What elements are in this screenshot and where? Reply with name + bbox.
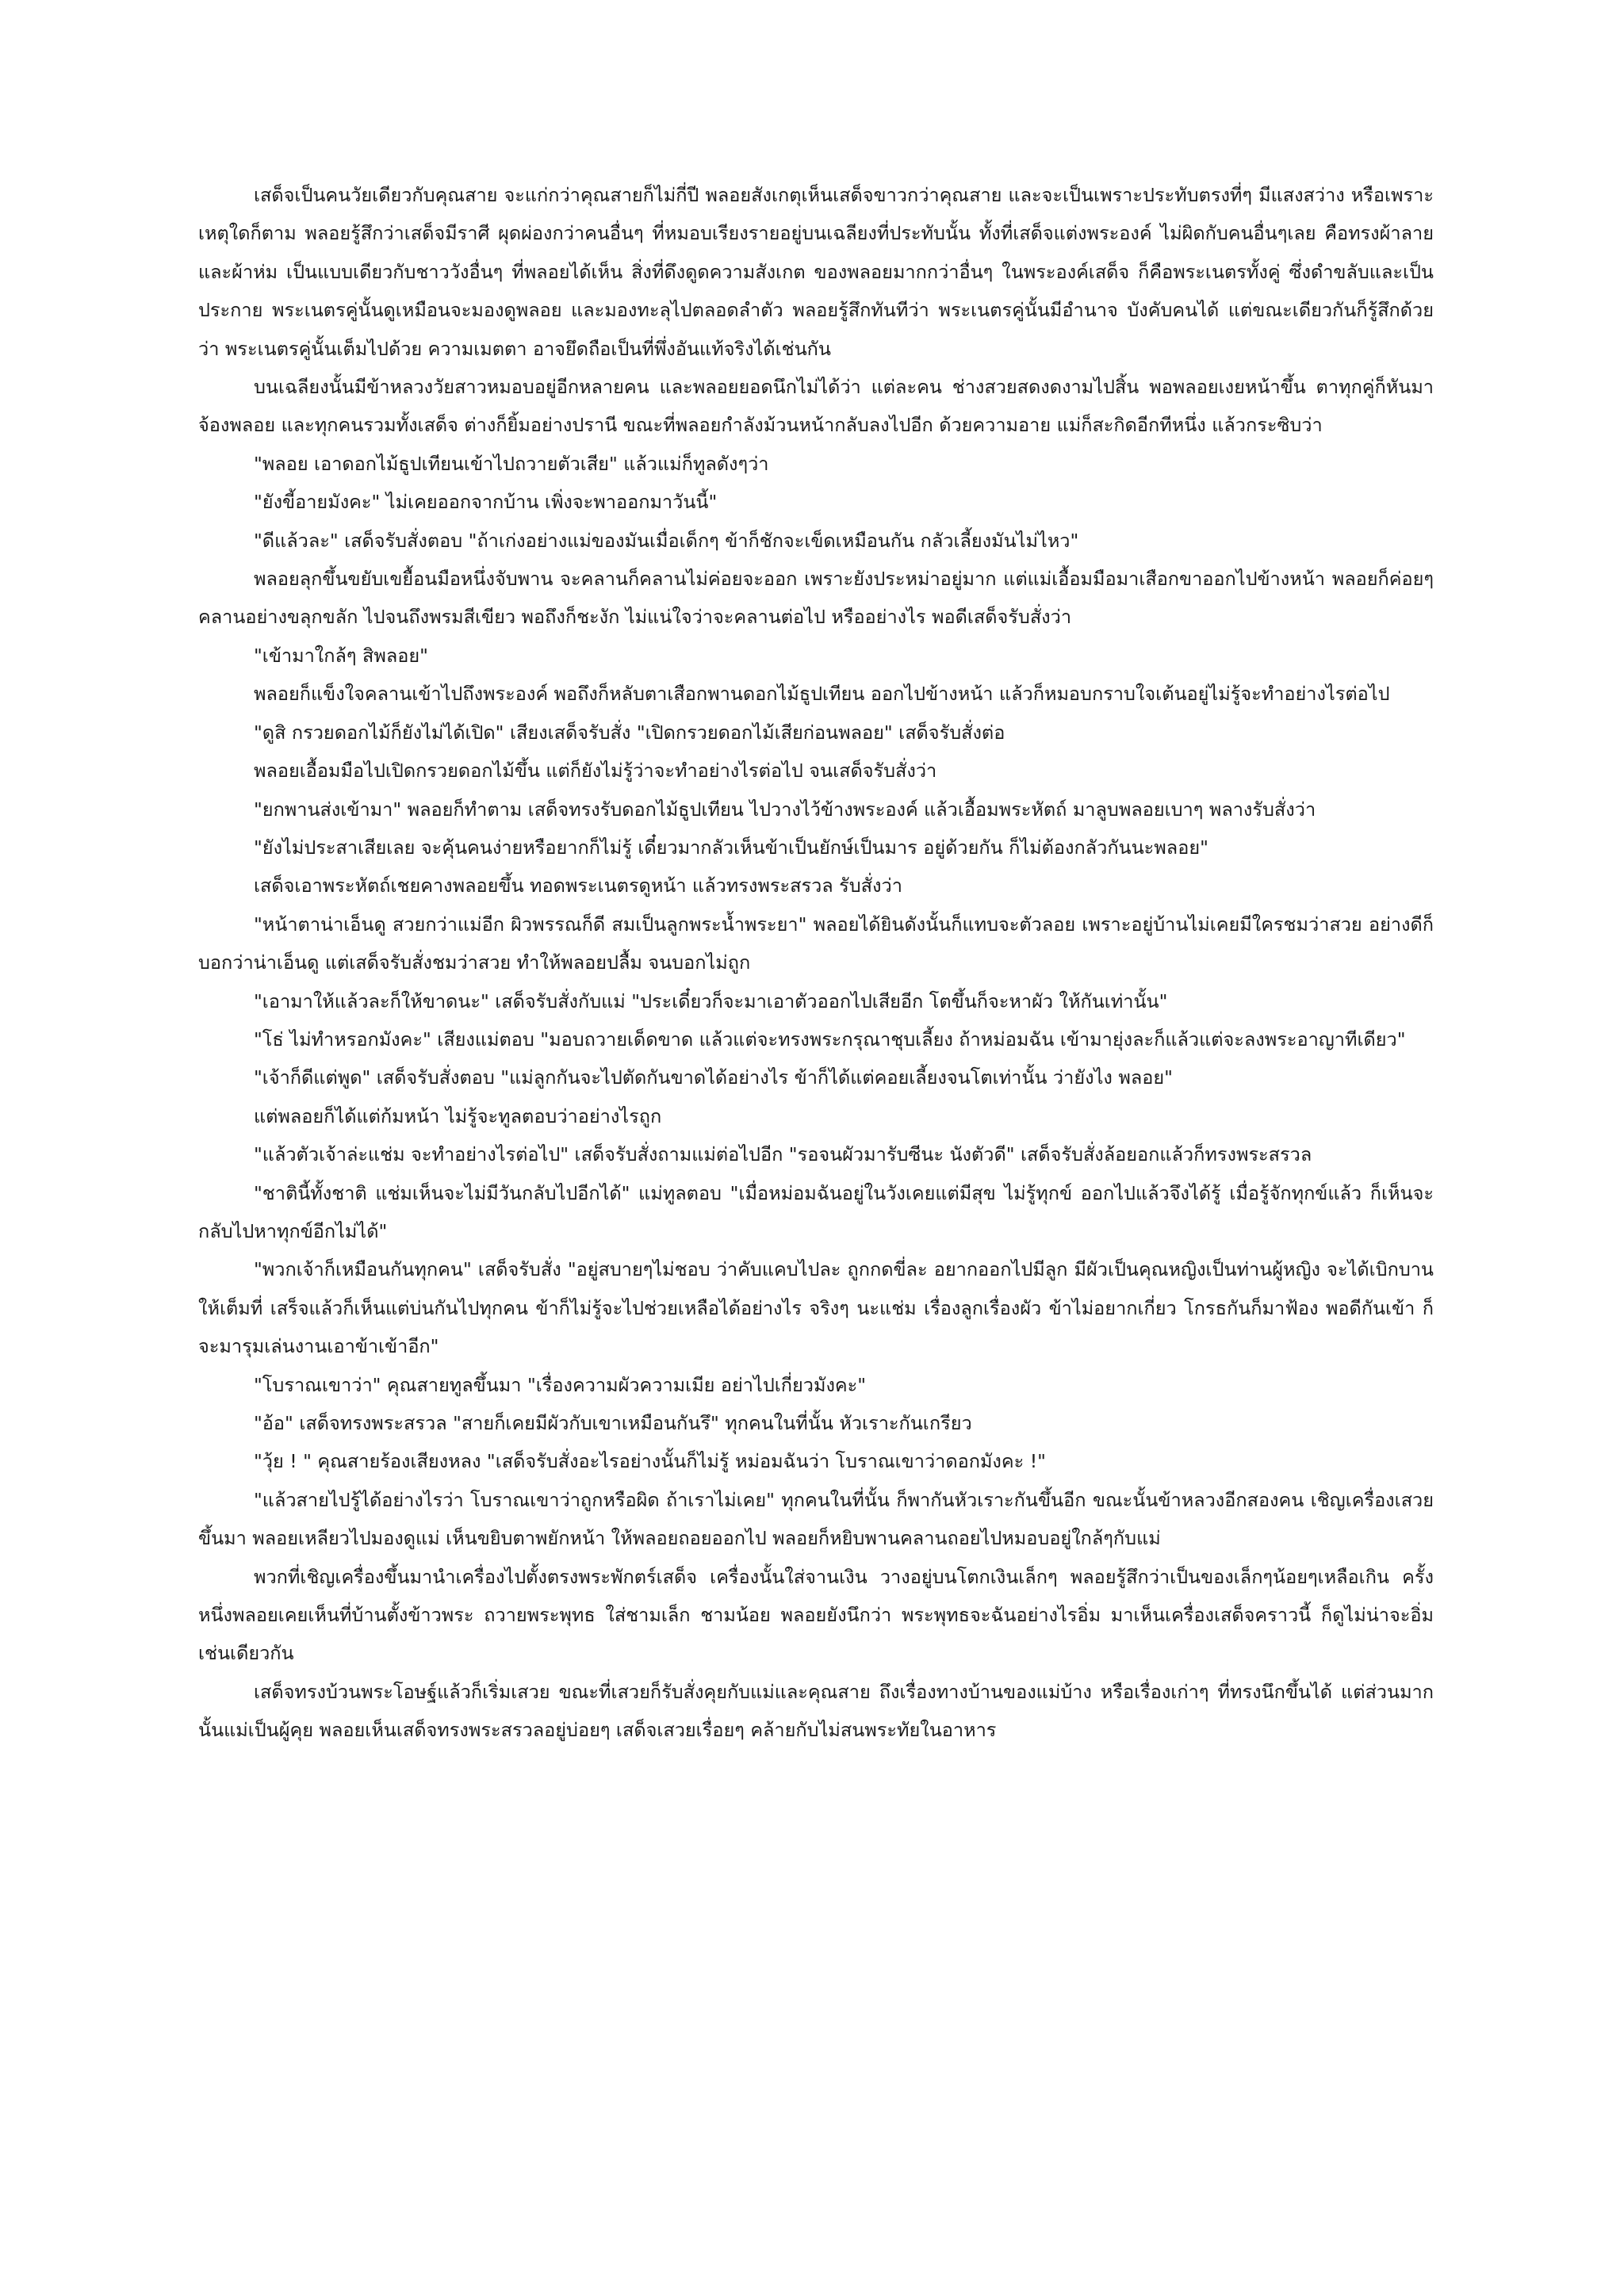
dialogue-line: "ยังขี้อายมังคะ" ไม่เคยออกจากบ้าน เพิ่งจะพาออกมาวันนี้": [254, 491, 718, 514]
paragraph: พลอยลุกขึ้นขยับเขยื้อนมือหนึ่งจับพาน จะคลานก็คลานไม่ค่อยจะออก เพราะยังประหม่าอยู่มาก แต่แม่เอื้อมมือมาเสือกขาออกไปข้างหน้า พลอยก็ค่อยๆคลานอย่างขลุกขลัก ไปจนถึงพรมสีเขียว พอถึงก็ชะงัก ไม่แน่ใจว่าจะคลานต่อไป หรืออย่างไร พอดีเสด็จรับสั่งว่า: [198, 568, 1434, 629]
dialogue-line: "ยังไม่ประสาเสียเลย จะคุ้นคนง่ายหรือยากก็ไม่รู้ เดี๋ยวมากลัวเห็นข้าเป็นยักษ์เป็นมาร อยู่ด้วยกัน ก็ไม่ต้องกลัวกันนะพลอย": [254, 836, 1208, 859]
dialogue-line: "แล้วตัวเจ้าล่ะแช่ม จะทำอย่างไรต่อไป" เสด็จรับสั่งถามแม่ต่อไปอีก "รอจนผัวมารับซีนะ นังตัวดี" เสด็จรับสั่งล้อยอกแล้วก็ทรงพระสรวล: [254, 1143, 1312, 1166]
dialogue-line: "ยกพานส่งเข้ามา" พลอยก็ทำตาม เสด็จทรงรับดอกไม้ธูปเทียน ไปวางไว้ข้างพระองค์ แล้วเอื้อมพระหัตถ์ มาลูบพลอยเบาๆ พลางรับสั่งว่า: [254, 798, 1316, 821]
dialogue-line: "อ้อ" เสด็จทรงพระสรวล "สายก็เคยมีผัวกับเขาเหมือนกันรึ" ทุกคนในที่นั้น หัวเราะกันเกรียว: [254, 1412, 972, 1434]
dialogue-line: "ชาตินี้ทั้งชาติ แช่มเห็นจะไม่มีวันกลับไปอีกได้" แม่ทูลตอบ "เมื่อหม่อมฉันอยู่ในวังเคยแต่มีสุข ไม่รู้ทุกข์ ออกไปแล้วจึงได้รู้ เมื่อรู้จักทุกข์แล้ว ก็เห็นจะกลับไปหาทุกข์อีกไม่ได้": [198, 1181, 1434, 1242]
dialogue-line: "เจ้าก็ดีแต่พูด" เสด็จรับสั่งตอบ "แม่ลูกกันจะไปตัดกันขาดได้อย่างไร ข้าก็ได้แต่คอยเลี้ยงจนโตเท่านั้น ว่ายังไง พลอย": [254, 1066, 1173, 1089]
dialogue-line: "โบราณเขาว่า" คุณสายทูลขึ้นมา "เรื่องความผัวความเมีย อย่าไปเกี่ยวมังคะ": [254, 1373, 867, 1396]
paragraph: เสด็จทรงบ้วนพระโอษฐ์แล้วก็เริ่มเสวย ขณะที่เสวยก็รับสั่งคุยกับแม่และคุณสาย ถึงเรื่องทางบ้านของแม่บ้าง หรือเรื่องเก่าๆ ที่ทรงนึกขึ้นได้ แต่ส่วนมากนั้นแม่เป็นผู้คุย พลอยเห็นเสด็จทรงพระสรวลอยู่บ่อยๆ เสด็จเสวยเรื่อยๆ คล้ายกับไม่สนพระทัยในอาหาร: [198, 1680, 1434, 1742]
paragraph: บนเฉลียงนั้นมีข้าหลวงวัยสาวหมอบอยู่อีกหลายคน และพลอยยอดนึกไม่ได้ว่า แต่ละคน ช่างสวยสดงดงามไปสิ้น พอพลอยเงยหน้าขึ้น ตาทุกคู่ก็หันมาจ้องพลอย และทุกคนรวมทั้งเสด็จ ต่างก็ยิ้มอย่างปรานี ขณะที่พลอยกำลังม้วนหน้ากลับลงไปอีก ด้วยความอาย แม่ก็สะกิดอีกทีหนึ่ง แล้วกระซิบว่า: [198, 376, 1434, 437]
paragraph: แต่พลอยก็ได้แต่ก้มหน้า ไม่รู้จะทูลตอบว่าอย่างไรถูก: [254, 1104, 662, 1127]
dialogue-line: "เอามาให้แล้วละก็ให้ขาดนะ" เสด็จรับสั่งกับแม่ "ประเดี๋ยวก็จะมาเอาตัวออกไปเสียอีก โตขึ้นก็จะหาผัว ให้กันเท่านั้น": [254, 989, 1168, 1012]
dialogue-line: "เข้ามาใกล้ๆ สิพลอย": [254, 644, 428, 667]
paragraph: เสด็จเอาพระหัตถ์เชยคางพลอยขึ้น ทอดพระเนตรดูหน้า แล้วทรงพระสรวล รับสั่งว่า: [254, 874, 902, 897]
story-text: [198, 176, 1434, 1750]
paragraph: พวกที่เชิญเครื่องขึ้นมานำเครื่องไปตั้งตรงพระพักตร์เสด็จ เครื่องนั้นใส่จานเงิน วางอยู่บนโตกเงินเล็กๆ พลอยรู้สึกว่าเป็นของเล็กๆน้อยๆเหลือเกิน ครั้งหนึ่งพลอยเคยเห็นที่บ้านตั้งข้าวพระ ถวายพระพุทธ ใส่ชามเล็ก ชามน้อย พลอยยังนึกว่า พระพุทธจะฉันอย่างไรอิ่ม มาเห็นเครื่องเสด็จคราวนี้ ก็ดูไม่น่าจะอิ่มเช่นเดียวกัน: [198, 1565, 1434, 1665]
paragraph: พลอยเอื้อมมือไปเปิดกรวยดอกไม้ขึ้น แต่ก็ยังไม่รู้ว่าจะทำอย่างไรต่อไป จนเสด็จรับสั่งว่า: [254, 760, 937, 783]
dialogue-line: "ดูสิ กรวยดอกไม้ก็ยังไม่ได้เปิด" เสียงเสด็จรับสั่ง "เปิดกรวยดอกไม้เสียก่อนพลอย" เสด็จรับสั่งต่อ: [254, 721, 1005, 744]
dialogue-line: "วุ้ย ! " คุณสายร้องเสียงหลง "เสด็จรับสั่งอะไรอย่างนั้นก็ไม่รู้ หม่อมฉันว่า โบราณเขาว่าดอกมังคะ !": [254, 1450, 1046, 1473]
paragraph: เสด็จเป็นคนวัยเดียวกับคุณสาย จะแก่กว่าคุณสายก็ไม่กี่ปี พลอยสังเกตุเห็นเสด็จขาวกว่าคุณสาย และจะเป็นเพราะประทับตรงที่ๆ มีแสงสว่าง หรือเพราะเหตุใดก็ตาม พลอยรู้สึกว่าเสด็จมีราศี ผุดผ่องกว่าคนอื่นๆ ที่หมอบเรียงรายอยู่บนเฉลียงที่ประทับนั้น ทั้งที่เสด็จแต่งพระองค์ ไม่ผิดกับคนอื่นๆเลย คือทรงผ้าลายและผ้าห่ม เป็นแบบเดียวกับชาววังอื่นๆ ที่พลอยได้เห็น สิ่งที่ดึงดูดความสังเกต ของพลอยมากกว่าอื่นๆ ในพระองค์เสด็จ ก็คือพระเนตรทั้งคู่ ซึ่งดำขลับและเป็นประกาย พระเนตรคู่นั้นดูเหมือนจะมองดูพลอย และมองทะลุไปตลอดลำตัว พลอยรู้สึกทันทีว่า พระเนตรคู่นั้นมีอำนาจ บังคับคนได้ แต่ขณะเดียวกันก็รู้สึกด้วยว่า พระเนตรคู่นั้นเต็มไปด้วย ความเมตตา อาจยึดถือเป็นที่พึ่งอันแท้จริงได้เช่นกัน: [198, 184, 1434, 360]
dialogue-line: "พลอย เอาดอกไม้ธูปเทียนเข้าไปถวายตัวเสีย" แล้วแม่ก็ทูลดังๆว่า: [254, 452, 769, 475]
dialogue-line: "แล้วสายไปรู้ได้อย่างไรว่า โบราณเขาว่าถูกหรือผิด ถ้าเราไม่เคย" ทุกคนในที่นั้น ก็พากันหัวเราะกันขึ้นอีก ขณะนั้นข้าหลวงอีกสองคน เชิญเครื่องเสวยขึ้นมา พลอยเหลียวไปมองดูแม่ เห็นขยิบตาพยักหน้า ให้พลอยถอยออกไป พลอยก็หยิบพานคลานถอยไปหมอบอยู่ใกล้ๆกับแม่: [198, 1488, 1434, 1550]
dialogue-line: "ดีแล้วละ" เสด็จรับสั่งตอบ "ถ้าเก่งอย่างแม่ของมันเมื่อเด็กๆ ข้าก็ชักจะเข็ดเหมือนกัน กลัวเลี้ยงมันไม่ไหว": [254, 529, 1079, 552]
paragraph: พลอยก็แข็งใจคลานเข้าไปถึงพระองค์ พอถึงก็หลับตาเสือกพานดอกไม้ธูปเทียน ออกไปข้างหน้า แล้วก็หมอบกราบใจเต้นอยู่ไม่รู้จะทำอย่างไรต่อไป: [254, 683, 1390, 706]
dialogue-line: "หน้าตาน่าเอ็นดู สวยกว่าแม่อีก ผิวพรรณก็ดี สมเป็นลูกพระน้ำพระยา" พลอยได้ยินดังนั้นก็แทบจะตัวลอย เพราะอยู่บ้านไม่เคยมีใครชมว่าสวย อย่างดีก็บอกว่าน่าเอ็นดู แต่เสด็จรับสั่งชมว่าสวย ทำให้พลอยปลื้ม จนบอกไม่ถูก: [198, 913, 1434, 974]
dialogue-line: "โธ่ ไม่ทำหรอกมังคะ" เสียงแม่ตอบ "มอบถวายเด็ดขาด แล้วแต่จะทรงพระกรุณาชุบเลี้ยง ถ้าหม่อมฉัน เข้ามายุ่งละก็แล้วแต่จะลงพระอาญาทีเดียว": [254, 1027, 1406, 1050]
dialogue-line: "พวกเจ้าก็เหมือนกันทุกคน" เสด็จรับสั่ง "อยู่สบายๆไม่ชอบ ว่าคับแคบไปละ ถูกกดขี่ละ อยากออกไปมีลูก มีผัวเป็นคุณหญิงเป็นท่านผู้หญิง จะได้เบิกบานให้เต็มที่ เสร็จแล้วก็เห็นแต่บ่นกันไปทุกคน ข้าก็ไม่รู้จะไปช่วยเหลือได้อย่างไร จริงๆ นะแช่ม เรื่องลูกเรื่องผัว ข้าไม่อยากเกี่ยว โกรธกันก็มาฟ้อง พอดีกันเข้า ก็จะมารุมเล่นงานเอาข้าเข้าอีก": [198, 1258, 1434, 1358]
